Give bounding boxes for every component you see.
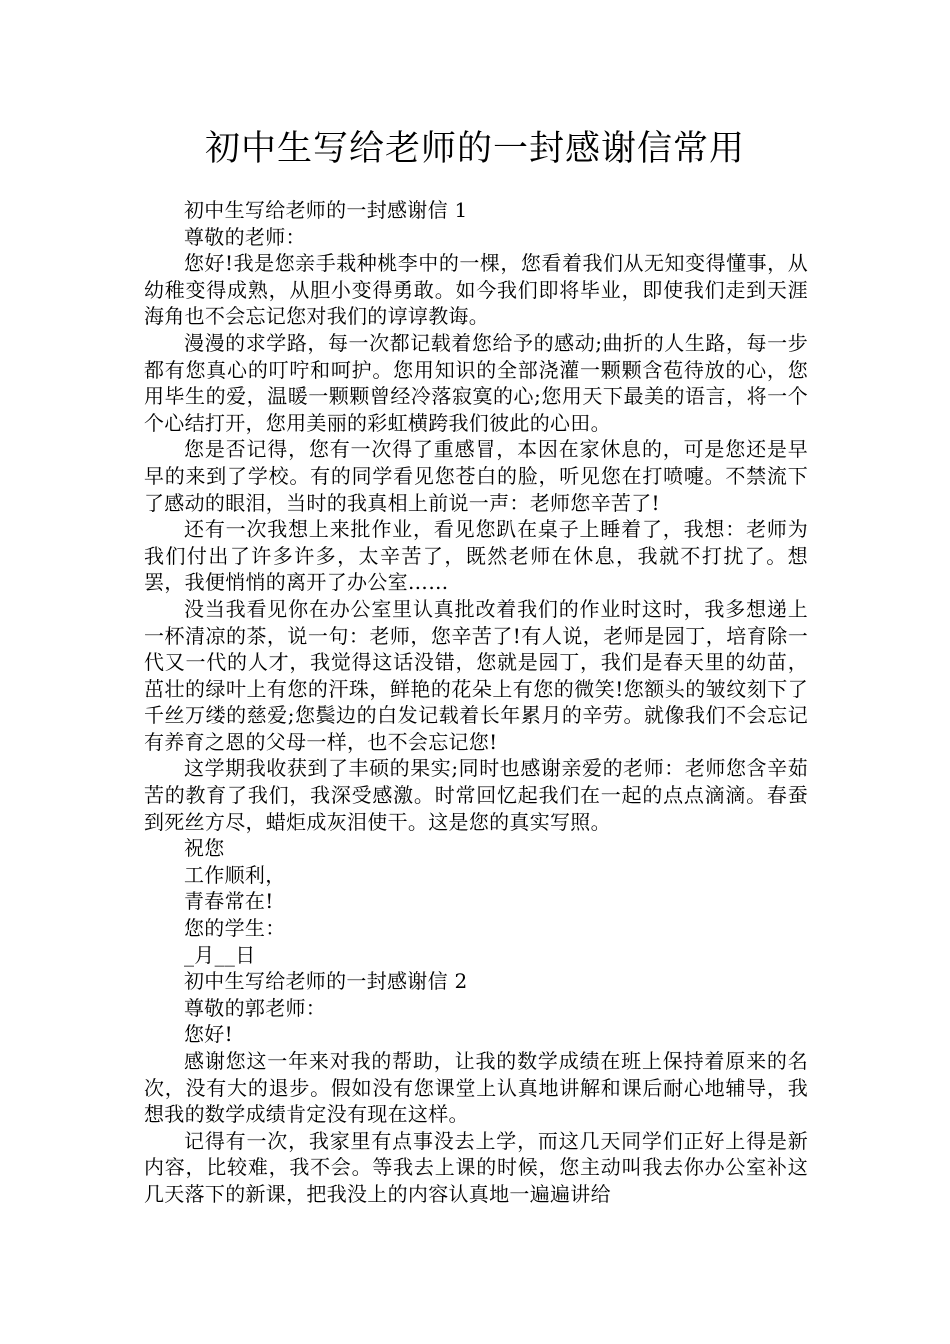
body-paragraph: 没当我看见你在办公室里认真批改着我们的作业时这时，我多想递上一杯清凉的茶，说一句：老师，您辛苦了!有人说，老师是园丁，培育除一代又一代的人才，我觉得这话没错，您就是园丁，我们是春天里的幼苗，茁壮的绿叶上有您的汗珠，鲜艳的花朵上有您的微笑!您额头的皱纹刻下了千丝万缕的慈爱;您鬓边的白发记载着长年累月的辛劳。就像我们不会忘记有养育之恩的父母一样，也不会忘记您! xyxy=(144,596,808,754)
body-paragraph: 感谢您这一年来对我的帮助，让我的数学成绩在班上保持着原来的名次，没有大的退步。假如没有您课堂上认真地讲解和课后耐心地辅导，我想我的数学成绩肯定没有现在这样。 xyxy=(144,1049,808,1127)
document-body xyxy=(144,197,808,1208)
greeting: 您好! xyxy=(184,1022,233,1047)
salutation: 尊敬的郭老师： xyxy=(184,995,327,1020)
body-paragraph: 还有一次我想上来批作业，看见您趴在桌子上睡着了，我想：老师为我们付出了许多许多，太辛苦了，既然老师在休息，我就不打扰了。想罢，我便悄悄的离开了办公室…… xyxy=(144,517,808,595)
closing-line: 青春常在! xyxy=(184,889,274,914)
document-title: 初中生写给老师的一封感谢信常用 xyxy=(204,129,745,169)
salutation: 尊敬的老师： xyxy=(184,224,306,249)
closing-line: 工作顺利， xyxy=(184,862,286,887)
closing-line: 祝您 xyxy=(184,836,225,861)
section-heading-letter-2: 初中生写给老师的一封感谢信 2 xyxy=(184,969,468,994)
body-paragraph: 您好!我是您亲手栽种桃李中的一棵，您看着我们从无知变得懂事，从幼稚变得成熟，从胆小变得勇敢。如今我们即将毕业，即使我们走到天涯海角也不会忘记您对我们的谆谆教诲。 xyxy=(144,251,808,329)
body-paragraph: 您是否记得，您有一次得了重感冒，本因在家休息的，可是您还是早早的来到了学校。有的同学看见您苍白的脸，听见您在打喷嚏。不禁流下了感动的眼泪，当时的我真相上前说一声：老师您辛苦了! xyxy=(144,437,808,515)
date-line: _月__日 xyxy=(184,942,256,967)
body-paragraph: 漫漫的求学路，每一次都记载着您给予的感动;曲折的人生路，每一步都有您真心的叮咛和呵护。您用知识的全部浇灌一颗颗含苞待放的心，您用毕生的爱，温暖一颗颗曾经冷落寂寞的心;您用天下最美的语言，将一个个心结打开，您用美丽的彩虹横跨我们彼此的心田。 xyxy=(144,330,808,435)
body-paragraph: 记得有一次，我家里有点事没去上学，而这几天同学们正好上得是新内容，比较难，我不会。等我去上课的时候，您主动叫我去你办公室补这几天落下的新课，把我没上的内容认真地一遍遍讲给 xyxy=(144,1128,808,1206)
body-paragraph: 这学期我收获到了丰硕的果实;同时也感谢亲爱的老师：老师您含辛茹苦的教育了我们，我深受感激。时常回忆起我们在一起的点点滴滴。春蚕到死丝方尽，蜡炬成灰泪使干。这是您的真实写照。 xyxy=(144,756,808,834)
section-heading-letter-1: 初中生写给老师的一封感谢信 1 xyxy=(184,198,468,222)
signature-line: 您的学生： xyxy=(184,916,286,941)
